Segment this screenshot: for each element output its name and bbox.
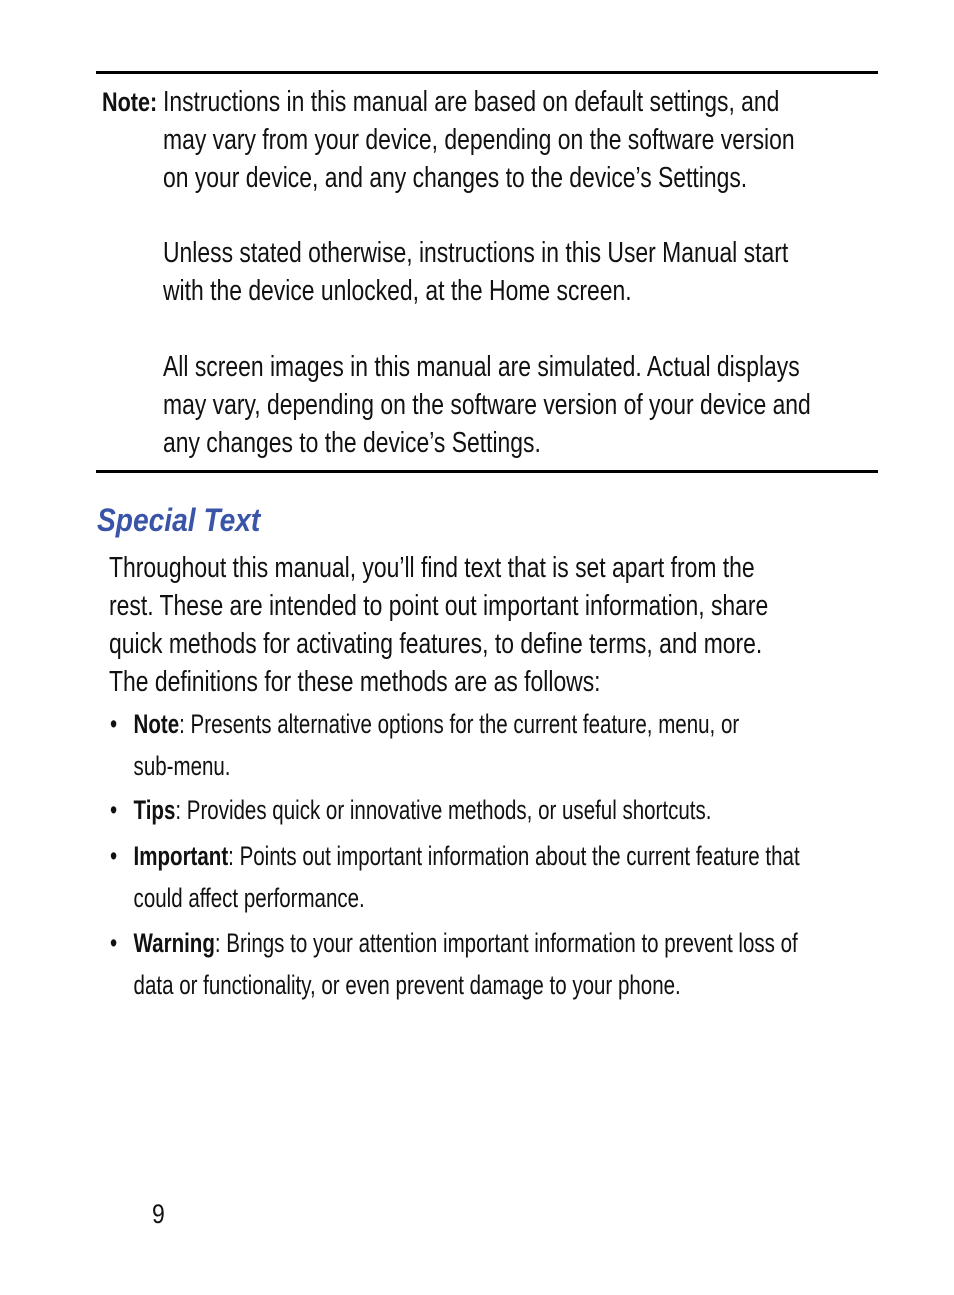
bullet-term: Warning [133,928,215,958]
bullet-icon: • [110,709,118,739]
note-label: Note: [102,87,158,117]
note-paragraph: Instructions in this manual are based on default settings, and may vary from your device, depending on the software version on your device, and any changes to the device’s Settings. [163,86,795,194]
bullet-term: Note [133,709,180,739]
note-paragraph: Unless stated otherwise, instructions in this User Manual start with the device unlocked, at the Home screen. [163,237,789,307]
bullet-icon: • [110,928,118,958]
bullet-term: Important [133,841,229,871]
list-item [110,922,870,1006]
bullet-icon: • [110,841,118,871]
bullet-text: : Brings to your attention important information to prevent loss of data or functionality, or even prevent damage to your phone. [133,928,798,1000]
list-item [110,703,870,787]
note-top-rule [96,71,878,74]
list-item [110,789,870,831]
note-paragraph: All screen images in this manual are simulated. Actual displays may vary, depending on the software version of your device and any changes to the device’s Settings. [163,351,811,459]
bullet-icon: • [110,795,118,825]
bullet-text: : Provides quick or innovative methods, or useful shortcuts. [175,795,712,825]
section-heading: Special Text [97,502,261,538]
bullet-term: Tips [133,795,176,825]
bullet-text: : Presents alternative options for the current feature, menu, or sub-menu. [133,709,740,781]
page-number: 9 [152,1199,165,1229]
list-item [110,835,870,919]
note-bottom-rule [96,470,878,473]
intro-paragraph: Throughout this manual, you’ll find text that is set apart from the rest. These are intended to point out important information, share quick methods for activating features, to define terms, and more. The definitions for these methods are as follows: [109,552,769,698]
bullet-text: : Points out important information about the current feature that could affect performance. [133,841,800,913]
